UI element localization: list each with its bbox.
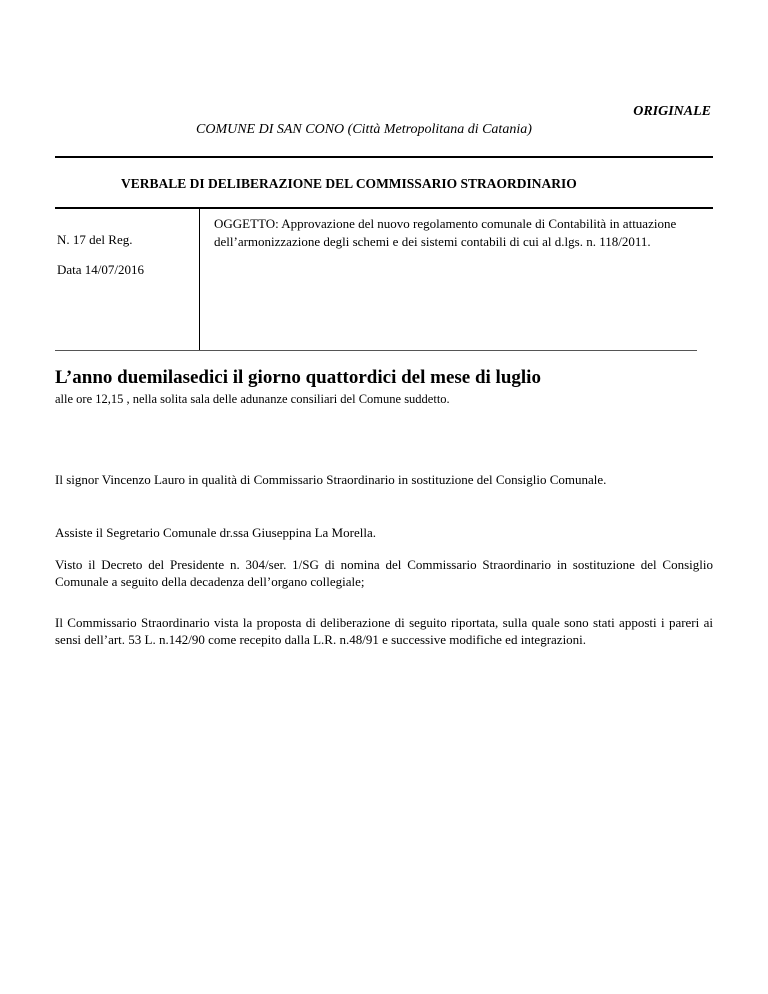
date-heading: L’anno duemilasedici il giorno quattordici del mese di luglio	[55, 367, 541, 388]
subject-text: OGGETTO: Approvazione del nuovo regolamento comunale di Contabilità in attuazione dell’armonizzazione degli schemi e dei sistemi contabili di cui al d.lgs. n. 118/2011.	[214, 216, 677, 249]
secretary-paragraph: Assiste il Segretario Comunale dr.ssa Giuseppina La Morella.	[55, 525, 376, 540]
time-location-line: alle ore 12,15 , nella solita sala delle adunanze consiliari del Comune suddetto.	[55, 392, 450, 406]
original-label: ORIGINALE	[633, 104, 711, 119]
deliberation-date: Data 14/07/2016	[57, 262, 145, 277]
top-divider	[55, 156, 713, 158]
commissioner-paragraph: Il signor Vincenzo Lauro in qualità di Commissario Straordinario in sostituzione del Consiglio Comunale.	[55, 472, 607, 487]
proposal-paragraph: Il Commissario Straordinario vista la proposta di deliberazione di seguito riportata, sulla quale sono stati apposti i pareri ai sensi dell’art. 53 L. n.142/90 come recepito dalla L.R. n.48/91 e successive modifiche ed integrazioni.	[55, 615, 713, 647]
middle-divider	[55, 207, 713, 209]
middle-divider-extension	[697, 207, 713, 209]
register-number: N. 17 del Reg.	[57, 232, 133, 247]
verbale-title: VERBALE DI DELIBERAZIONE DEL COMMISSARIO STRAORDINARIO	[121, 176, 577, 191]
municipality-title: COMUNE DI SAN CONO (Città Metropolitana di Catania)	[196, 122, 532, 137]
info-box-column-divider	[199, 209, 200, 350]
decree-paragraph: Visto il Decreto del Presidente n. 304/ser. 1/SG di nomina del Commissario Straordinario in sostituzione del Consiglio Comunale a seguito della decadenza dell’organo collegiale;	[55, 557, 713, 589]
info-box-bottom-divider	[55, 350, 697, 351]
